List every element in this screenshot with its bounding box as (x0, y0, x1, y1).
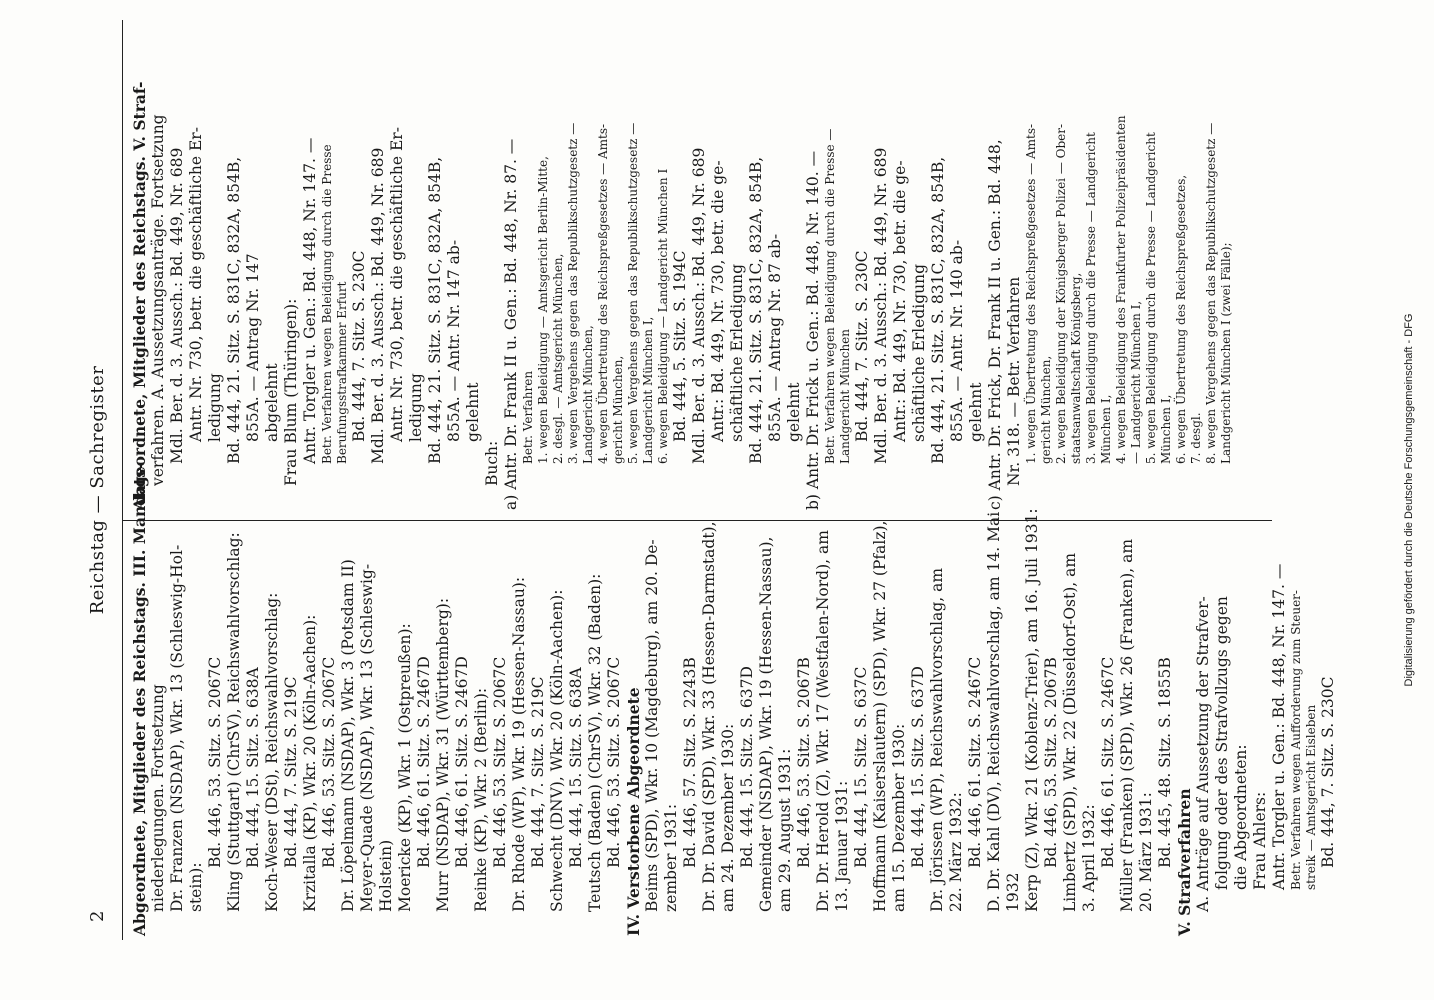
left-column-line: Dr. Dr. David (SPD), Wkr. 33 (Hessen-Darmstadt), (700, 521, 718, 912)
right-column-line: 6. wegen Beleidigung — Landgericht München I (656, 168, 670, 464)
right-column-line: 3. wegen Vergehens gegen das Republikschutzgesetz — (566, 122, 580, 464)
right-column-line: Bd. 444, 7. Sitz. S. 230C (853, 250, 871, 442)
left-column-line: 22. März 1932: (947, 792, 965, 912)
right-column-line: schäftliche Erledigung (728, 263, 746, 442)
left-column-line: V. Strafverfahren (1175, 788, 1194, 936)
left-column-line: Dr. Franzen (NSDAP), Wkr. 13 (Schleswig-Hol- (168, 544, 186, 912)
left-column-line: am 24. Dezember 1930: (719, 723, 737, 912)
right-column-line: Bd. 444, 5. Sitz. S. 194C (671, 250, 689, 442)
running-title: Reichstag — Sachregister (87, 365, 108, 615)
right-column-line: Nr. 318. — Betr. Verfahren (1005, 276, 1023, 486)
right-column-line: gelehnt (785, 382, 803, 442)
right-column-line: Landgericht München, (581, 325, 595, 464)
left-column-line: Koch-Weser (DSt), Reichswahlvorschlag: (263, 592, 281, 912)
right-column-line: München I, (1159, 394, 1173, 464)
right-column-line: gericht München, (1039, 355, 1053, 464)
left-column-line: zember 1931: (662, 803, 680, 912)
right-column-line: 2. wegen Beleidigung der Königsberger Polizei — Ober- (1054, 123, 1068, 464)
left-column-line: Abgeordnete, Mitglieder des Reichstags. III. Mandats- (130, 462, 149, 936)
left-column-line: Kling (Stuttgart) (ChrSV), Reichswahlvorschlag: (225, 532, 243, 912)
page-number: 2 (87, 910, 108, 922)
left-column-line: Bd. 446, 61. Sitz. S. 2467C (966, 656, 984, 868)
left-column-line: D. Dr. Kahl (DV), Reichswahlvorschlag, am 14. Mai (985, 511, 1003, 912)
right-column-line: Landgericht München I (zwei Fälle); (1219, 242, 1233, 464)
left-column-line: A. Anträge auf Aussetzung der Strafver- (1194, 596, 1212, 912)
right-column-line: 1. wegen Übertretung des Reichspreßgesetzes — Amts- (1024, 123, 1038, 464)
right-column-line: 5. wegen Beleidigung durch die Presse — Landgericht (1144, 132, 1158, 464)
left-column-line: Bd. 445, 48. Sitz. S. 1855B (1156, 657, 1174, 868)
left-column-line: Gemeinder (NSDAP), Wkr. 19 (Hessen-Nassau), (757, 536, 775, 912)
dfg-margin-text: Digitalisierung gefördert durch die Deutsche Forschungsgemeinschaft - DFG (1403, 313, 1415, 687)
right-column-line: Antr. Torgler u. Gen.: Bd. 448, Nr. 147. — (301, 137, 319, 464)
right-column-line: 855A. — Antr. Nr. 140 ab- (948, 239, 966, 442)
right-column-line: Mdl. Ber. d. 3. Aussch.: Bd. 449, Nr. 689 (369, 147, 387, 464)
right-column-line: Antr. Nr. 730, betr. die geschäftliche Er- (187, 127, 205, 442)
left-column-line: Hoffmann (Kaiserslautern) (SPD), Wkr. 27 (Pfalz), (871, 520, 889, 912)
right-column-line: 8. wegen Vergehens gegen das Republikschutzgesetz — (1204, 122, 1218, 464)
right-column-line: Antr.: Bd. 449, Nr. 730, betr. die ge- (891, 160, 909, 442)
left-column-line: folgung oder des Strafvollzugs gegen (1213, 596, 1231, 890)
right-column-line: — Landgericht München I, (1129, 300, 1143, 464)
left-column-line: Müller (Franken) (SPD), Wkr. 26 (Franken), am (1118, 538, 1136, 912)
left-column-line: Limbertz (SPD), Wkr. 22 (Düsseldorf-Ost), am (1061, 552, 1079, 912)
right-column-line: Frau Blum (Thüringen): (282, 298, 300, 486)
right-column-line: Betr. Verfahren wegen Beleidigung durch die Presse — (823, 128, 837, 464)
column-divider (122, 520, 1272, 521)
right-column-line: Abgeordnete, Mitglieder des Reichstags. V. Straf- (130, 81, 149, 510)
left-column-line: 13. Januar 1931: (833, 780, 851, 912)
right-column-line: abgelehnt (263, 363, 281, 442)
right-column-line: staatsanwaltschaft Königsberg, (1069, 272, 1083, 464)
right-column-line: 6. wegen Übertretung des Reichspreßgesetzes, (1174, 174, 1188, 464)
right-column-line: Antr. Nr. 730, betr. die geschäftliche Er- (388, 127, 406, 442)
right-column-line: München I, (1099, 394, 1113, 464)
left-column-line: Bd. 446, 53. Sitz. S. 2067C (206, 656, 224, 868)
left-column-line: Bd. 444, 15. Sitz. S. 637D (738, 666, 756, 868)
left-column-line: Beims (SPD), Wkr. 10 (Magdeburg), am 20. De- (643, 539, 661, 912)
right-column-line: Betr. Verfahren (521, 370, 535, 464)
right-column-line: a) Antr. Dr. Frank II u. Gen.: Bd. 448, Nr. 87. — (502, 138, 520, 510)
left-column-line: 3. April 1932: (1080, 804, 1098, 912)
left-column-line: Schwecht (DNV), Wkr. 20 (Köln-Aachen): (548, 589, 566, 912)
left-column-line: am 15. Dezember 1930: (890, 723, 908, 912)
right-column-line: 4. wegen Übertretung des Reichspreßgesetzes — Amts- (596, 123, 610, 464)
left-column-line: niederlegungen. Fortsetzung (149, 684, 167, 912)
left-column-line: Bd. 446, 57. Sitz. S. 2243B (681, 657, 699, 868)
left-column-line: Dr. Rhode (WP), Wkr. 19 (Hessen-Nassau): (510, 576, 528, 912)
right-column-line: Bd. 444, 21. Sitz. S. 831C, 832A, 854B, (225, 156, 243, 464)
left-column-line: 1932 (1004, 872, 1022, 912)
left-column-line: Bd. 446, 53. Sitz. S. 2067B (795, 657, 813, 868)
left-column-line: Dr. Löpelmann (NSDAP), Wkr. 3 (Potsdam II) (339, 559, 357, 912)
left-column-line: Bd. 444, 7. Sitz. S. 219C (529, 676, 547, 868)
left-column-line: Bd. 444, 7. Sitz. S. 219C (282, 676, 300, 868)
left-column-line: Dr. Dr. Herold (Z), Wkr. 17 (Westfalen-Nord), am (814, 530, 832, 912)
left-column-line: Bd. 446, 53. Sitz. S. 2067B (1042, 657, 1060, 868)
right-column-line: 855A. — Antrag Nr. 87 ab- (766, 233, 784, 442)
right-column-line: Landgericht München I, (641, 316, 655, 464)
right-column-line: 5. wegen Vergehens gegen das Republikschutzgesetz — (626, 122, 640, 464)
right-column-line: 3. wegen Beleidigung durch die Presse — Landgericht (1084, 132, 1098, 464)
right-column-line: Bd. 444, 21. Sitz. S. 831C, 832A, 854B, (929, 156, 947, 464)
left-column-line: Bd. 444, 7. Sitz. S. 230C (1319, 676, 1337, 868)
left-column-line: Bd. 446, 53. Sitz. S. 2067C (320, 656, 338, 868)
right-column-line: Landgericht München (838, 329, 852, 464)
right-column-line: 7. desgl. (1189, 412, 1203, 464)
left-column-line: 20. März 1931: (1137, 792, 1155, 912)
left-column-line: Kerp (Z), Wkr. 21 (Koblenz-Trier), am 16. Juli 1931: (1023, 508, 1041, 912)
left-column-line: am 29. August 1931: (776, 748, 794, 912)
right-column-line: Bd. 444, 21. Sitz. S. 831C, 832A, 854B, (747, 156, 765, 464)
left-column-line: Bd. 446, 61. Sitz. S. 2467C (1099, 656, 1117, 868)
right-column-line: Bd. 444, 21. Sitz. S. 831C, 832A, 854B, (426, 156, 444, 464)
left-column-line: Teutsch (Baden) (ChrSV), Wkr. 32 (Baden): (586, 573, 604, 912)
right-column-line: Berufungsstrafkammer Erfurt (335, 281, 349, 464)
left-column-line: Bd. 444, 15. Sitz. S. 637C (852, 666, 870, 868)
left-column-line: Meyer-Quade (NSDAP), Wkr. 13 (Schleswig- (358, 563, 376, 912)
left-column-line: Bd. 446, 53. Sitz. S. 2067C (605, 656, 623, 868)
right-column-line: Antr.: Bd. 449, Nr. 730, betr. die ge- (709, 160, 727, 442)
left-column-line: Reinke (KP), Wkr. 2 (Berlin): (472, 687, 490, 912)
left-column-line: stein): (187, 862, 205, 912)
left-column-line: Krzitalla (KP), Wkr. 20 (Köln-Aachen): (301, 614, 319, 912)
left-column-line: Bd. 444, 15. Sitz. S. 638A (244, 667, 262, 868)
left-column-line: Frau Ahlers: (1251, 791, 1269, 890)
right-column-line: Buch: (483, 440, 501, 486)
right-column-line: gelehnt (464, 382, 482, 442)
right-column-line: gericht München, (611, 355, 625, 464)
left-column-line: Moericke (KP), Wkr. 1 (Ostpreußen): (396, 623, 414, 912)
left-column-line: Bd. 444, 15. Sitz. S. 638A (567, 667, 585, 868)
right-column-line: 4. wegen Beleidigung des Frankfurter Polizeipräsidenten (1114, 115, 1128, 464)
right-column (130, 42, 1250, 510)
left-column-line: Holstein) (377, 839, 395, 912)
right-column-line: ledigung (206, 373, 224, 442)
right-column-line: b) Antr. Dr. Frick u. Gen.: Bd. 448, Nr. 140. — (804, 150, 822, 510)
left-column-line: Bd. 446, 53. Sitz. S. 2067C (491, 656, 509, 868)
right-column-line: Mdl. Ber. d. 3. Aussch.: Bd. 449, Nr. 689 (872, 147, 890, 464)
left-column-line: Bd. 446, 61. Sitz. S. 2467D (453, 656, 471, 868)
left-column-line: Dr. Jörissen (WP), Reichswahlvorschlag, am (928, 567, 946, 912)
left-column-line: die Abgeordneten: (1232, 744, 1250, 890)
right-column-line: gelehnt (967, 382, 985, 442)
dfg-margin-note (1402, 20, 1416, 980)
header-rule (122, 20, 123, 940)
right-column-line: 2. desgl. — Amtsgericht München, (551, 253, 565, 464)
right-column-line: Mdl. Ber. d. 3. Aussch.: Bd. 449, Nr. 689 (690, 147, 708, 464)
left-column-line: streik — Amtsgericht Eisleben (1304, 704, 1318, 890)
right-column-line: verfahren. A. Aussetzungsanträge. Fortsetzung (149, 114, 167, 486)
right-column-line: Betr. Verfahren wegen Beleidigung durch die Presse (320, 144, 334, 464)
left-column-line: Murr (NSDAP), Wkr. 31 (Württemberg): (434, 597, 452, 912)
left-column-line: Bd. 444, 15. Sitz. S. 637D (909, 666, 927, 868)
right-column-line: 1. wegen Beleidigung — Amtsgericht Berlin-Mitte, (536, 156, 550, 464)
right-column-line: c) Antr. Dr. Frick, Dr. Frank II u. Gen.: Bd. 448, (986, 139, 1004, 510)
page-header (82, 0, 122, 980)
left-column-line: Antr. Torgler u. Gen.: Bd. 448, Nr. 147. — (1270, 563, 1288, 890)
left-column-line: Bd. 446, 61. Sitz. S. 2467D (415, 656, 433, 868)
left-column-line: Betr. Verfahren wegen Aufforderung zum Steuer- (1289, 590, 1303, 890)
right-column-line: schäftliche Erledigung (910, 263, 928, 442)
right-column-line: Bd. 444, 7. Sitz. S. 230C (350, 250, 368, 442)
right-column-line: ledigung (407, 373, 425, 442)
rotated-document-page (22, 0, 1422, 980)
right-column-line: 855A. — Antrag Nr. 147 (244, 253, 262, 442)
right-column-line: Mdl. Ber. d. 3. Aussch.: Bd. 449, Nr. 689 (168, 147, 186, 464)
left-column-line: IV. Verstorbene Abgeordnete (624, 687, 643, 936)
right-column-line: 855A. — Antr. Nr. 147 ab- (445, 239, 463, 442)
